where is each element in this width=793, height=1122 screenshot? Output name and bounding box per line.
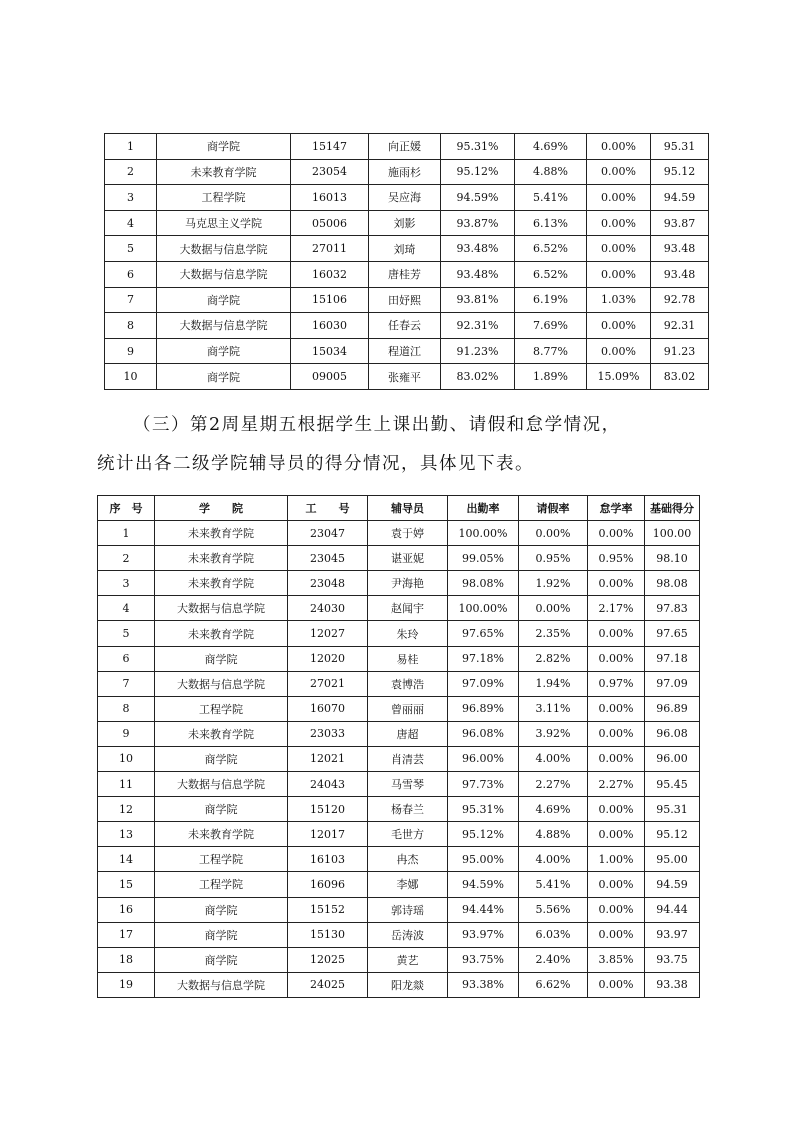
- cell-base-score: 97.09: [645, 671, 700, 696]
- cell-leave-rate: 2.27%: [519, 772, 588, 797]
- cell-base-score: 98.08: [645, 571, 700, 596]
- cell-attendance-rate: 95.00%: [448, 847, 519, 872]
- cell-truancy-rate: 15.09%: [587, 364, 651, 390]
- cell-counselor: 朱玲: [368, 621, 448, 646]
- cell-counselor: 刘影: [369, 210, 441, 236]
- cell-base-score: 83.02: [651, 364, 709, 390]
- cell-truancy-rate: 0.00%: [587, 236, 651, 262]
- cell-leave-rate: 1.89%: [515, 364, 587, 390]
- cell-attendance-rate: 96.08%: [448, 721, 519, 746]
- cell-base-score: 97.83: [645, 596, 700, 621]
- cell-attendance-rate: 95.12%: [441, 159, 515, 185]
- cell-counselor: 曾丽丽: [368, 696, 448, 721]
- cell-truancy-rate: 0.00%: [587, 134, 651, 160]
- cell-truancy-rate: 0.00%: [588, 521, 645, 546]
- cell-index: 13: [98, 822, 155, 847]
- cell-leave-rate: 0.00%: [519, 596, 588, 621]
- cell-index: 10: [98, 746, 155, 771]
- cell-leave-rate: 4.88%: [515, 159, 587, 185]
- cell-index: 17: [98, 922, 155, 947]
- header-attendance-rate: 出勤率: [448, 496, 519, 521]
- table-row: [98, 897, 700, 922]
- cell-truancy-rate: 0.00%: [587, 185, 651, 211]
- cell-base-score: 94.59: [645, 872, 700, 897]
- cell-leave-rate: 4.69%: [515, 134, 587, 160]
- cell-counselor: 易桂: [368, 646, 448, 671]
- table-row: [105, 261, 709, 287]
- cell-college: 商学院: [155, 897, 288, 922]
- section-paragraph-line-2: 统计出各二级学院辅导员的得分情况，具体见下表。: [97, 454, 534, 474]
- cell-counselor: 向正媛: [369, 134, 441, 160]
- cell-attendance-rate: 97.18%: [448, 646, 519, 671]
- cell-leave-rate: 2.40%: [519, 947, 588, 972]
- cell-index: 1: [98, 521, 155, 546]
- cell-truancy-rate: 2.17%: [588, 596, 645, 621]
- cell-index: 12: [98, 797, 155, 822]
- cell-attendance-rate: 95.31%: [441, 134, 515, 160]
- cell-truancy-rate: 0.00%: [588, 797, 645, 822]
- table-row: [98, 721, 700, 746]
- cell-college: 未来教育学院: [155, 721, 288, 746]
- cell-counselor: 谌亚妮: [368, 546, 448, 571]
- cell-truancy-rate: 1.00%: [588, 847, 645, 872]
- cell-base-score: 93.38: [645, 972, 700, 997]
- cell-counselor: 张雍平: [369, 364, 441, 390]
- table-row: [98, 847, 700, 872]
- cell-attendance-rate: 96.00%: [448, 746, 519, 771]
- cell-attendance-rate: 97.65%: [448, 621, 519, 646]
- cell-leave-rate: 5.56%: [519, 897, 588, 922]
- cell-staff-id: 16070: [288, 696, 368, 721]
- cell-truancy-rate: 0.00%: [588, 646, 645, 671]
- counselor-score-table: [97, 495, 700, 998]
- cell-staff-id: 12025: [288, 947, 368, 972]
- cell-base-score: 94.44: [645, 897, 700, 922]
- cell-truancy-rate: 0.95%: [588, 546, 645, 571]
- cell-base-score: 100.00: [645, 521, 700, 546]
- cell-leave-rate: 6.62%: [519, 972, 588, 997]
- cell-college: 大数据与信息学院: [157, 236, 291, 262]
- cell-base-score: 92.31: [651, 313, 709, 339]
- table-header-row: [98, 496, 700, 521]
- cell-staff-id: 16103: [288, 847, 368, 872]
- cell-truancy-rate: 0.00%: [588, 897, 645, 922]
- cell-college: 大数据与信息学院: [157, 313, 291, 339]
- cell-truancy-rate: 0.00%: [587, 159, 651, 185]
- cell-college: 工程学院: [155, 872, 288, 897]
- cell-staff-id: 16032: [291, 261, 369, 287]
- cell-attendance-rate: 93.48%: [441, 236, 515, 262]
- table-row: [98, 972, 700, 997]
- cell-base-score: 97.65: [645, 621, 700, 646]
- cell-index: 3: [98, 571, 155, 596]
- cell-truancy-rate: 0.00%: [587, 210, 651, 236]
- cell-leave-rate: 1.94%: [519, 671, 588, 696]
- cell-college: 商学院: [157, 364, 291, 390]
- cell-attendance-rate: 94.59%: [441, 185, 515, 211]
- table-row: [105, 287, 709, 313]
- cell-attendance-rate: 96.89%: [448, 696, 519, 721]
- header-base-score: 基础得分: [645, 496, 700, 521]
- cell-base-score: 95.31: [651, 134, 709, 160]
- cell-counselor: 马雪琴: [368, 772, 448, 797]
- cell-base-score: 95.00: [645, 847, 700, 872]
- cell-staff-id: 15130: [288, 922, 368, 947]
- section-paragraph-line-1: （三）第2周星期五根据学生上课出勤、请假和怠学情况，: [133, 415, 621, 435]
- top-score-table: [104, 133, 709, 390]
- cell-leave-rate: 4.69%: [519, 797, 588, 822]
- cell-leave-rate: 8.77%: [515, 338, 587, 364]
- cell-counselor: 赵闻宇: [368, 596, 448, 621]
- cell-counselor: 尹海艳: [368, 571, 448, 596]
- cell-base-score: 95.12: [651, 159, 709, 185]
- cell-staff-id: 09005: [291, 364, 369, 390]
- cell-college: 工程学院: [155, 696, 288, 721]
- cell-leave-rate: 5.41%: [515, 185, 587, 211]
- cell-base-score: 98.10: [645, 546, 700, 571]
- cell-leave-rate: 4.88%: [519, 822, 588, 847]
- cell-staff-id: 15034: [291, 338, 369, 364]
- cell-leave-rate: 6.19%: [515, 287, 587, 313]
- cell-index: 15: [98, 872, 155, 897]
- cell-college: 商学院: [155, 646, 288, 671]
- cell-counselor: 冉杰: [368, 847, 448, 872]
- cell-attendance-rate: 93.75%: [448, 947, 519, 972]
- cell-attendance-rate: 100.00%: [448, 521, 519, 546]
- table-row: [98, 646, 700, 671]
- table-row: [98, 872, 700, 897]
- cell-staff-id: 16013: [291, 185, 369, 211]
- cell-college: 商学院: [157, 287, 291, 313]
- table-row: [98, 746, 700, 771]
- cell-index: 14: [98, 847, 155, 872]
- cell-attendance-rate: 94.44%: [448, 897, 519, 922]
- table-row: [105, 313, 709, 339]
- cell-base-score: 93.48: [651, 236, 709, 262]
- cell-counselor: 黄艺: [368, 947, 448, 972]
- cell-college: 未来教育学院: [155, 571, 288, 596]
- cell-base-score: 96.08: [645, 721, 700, 746]
- cell-leave-rate: 6.03%: [519, 922, 588, 947]
- cell-college: 工程学院: [155, 847, 288, 872]
- cell-attendance-rate: 97.09%: [448, 671, 519, 696]
- cell-leave-rate: 0.00%: [519, 521, 588, 546]
- cell-staff-id: 27021: [288, 671, 368, 696]
- cell-index: 8: [98, 696, 155, 721]
- cell-staff-id: 15147: [291, 134, 369, 160]
- cell-counselor: 田妤熙: [369, 287, 441, 313]
- cell-leave-rate: 4.00%: [519, 746, 588, 771]
- cell-attendance-rate: 95.31%: [448, 797, 519, 822]
- cell-leave-rate: 3.11%: [519, 696, 588, 721]
- cell-staff-id: 16030: [291, 313, 369, 339]
- cell-college: 马克思主义学院: [157, 210, 291, 236]
- cell-leave-rate: 5.41%: [519, 872, 588, 897]
- cell-staff-id: 05006: [291, 210, 369, 236]
- cell-counselor: 任春云: [369, 313, 441, 339]
- cell-staff-id: 23048: [288, 571, 368, 596]
- cell-college: 商学院: [157, 338, 291, 364]
- cell-base-score: 95.31: [645, 797, 700, 822]
- cell-truancy-rate: 0.97%: [588, 671, 645, 696]
- cell-index: 6: [98, 646, 155, 671]
- cell-base-score: 93.97: [645, 922, 700, 947]
- cell-counselor: 阳龙燚: [368, 972, 448, 997]
- cell-counselor: 刘琦: [369, 236, 441, 262]
- cell-leave-rate: 6.13%: [515, 210, 587, 236]
- cell-leave-rate: 2.35%: [519, 621, 588, 646]
- table-row: [105, 338, 709, 364]
- cell-counselor: 唐超: [368, 721, 448, 746]
- cell-counselor: 毛世方: [368, 822, 448, 847]
- table-row: [105, 185, 709, 211]
- cell-index: 18: [98, 947, 155, 972]
- cell-college: 商学院: [155, 922, 288, 947]
- cell-staff-id: 23047: [288, 521, 368, 546]
- cell-index: 5: [105, 236, 157, 262]
- cell-index: 2: [105, 159, 157, 185]
- cell-base-score: 93.75: [645, 947, 700, 972]
- table-row: [98, 696, 700, 721]
- cell-staff-id: 27011: [291, 236, 369, 262]
- cell-staff-id: 15120: [288, 797, 368, 822]
- cell-index: 8: [105, 313, 157, 339]
- cell-leave-rate: 3.92%: [519, 721, 588, 746]
- cell-base-score: 95.45: [645, 772, 700, 797]
- cell-attendance-rate: 97.73%: [448, 772, 519, 797]
- header-truancy-rate: 怠学率: [588, 496, 645, 521]
- cell-truancy-rate: 1.03%: [587, 287, 651, 313]
- table-row: [98, 571, 700, 596]
- cell-index: 9: [105, 338, 157, 364]
- table-row: [98, 822, 700, 847]
- cell-college: 未来教育学院: [155, 546, 288, 571]
- cell-truancy-rate: 0.00%: [588, 621, 645, 646]
- cell-index: 3: [105, 185, 157, 211]
- cell-index: 16: [98, 897, 155, 922]
- cell-college: 商学院: [155, 797, 288, 822]
- cell-counselor: 郭诗瑶: [368, 897, 448, 922]
- table-row: [98, 621, 700, 646]
- cell-counselor: 程道江: [369, 338, 441, 364]
- cell-leave-rate: 4.00%: [519, 847, 588, 872]
- table-row: [98, 947, 700, 972]
- cell-college: 商学院: [155, 746, 288, 771]
- cell-attendance-rate: 93.97%: [448, 922, 519, 947]
- cell-college: 大数据与信息学院: [155, 671, 288, 696]
- cell-counselor: 唐桂芳: [369, 261, 441, 287]
- cell-index: 7: [105, 287, 157, 313]
- cell-attendance-rate: 93.87%: [441, 210, 515, 236]
- cell-leave-rate: 1.92%: [519, 571, 588, 596]
- cell-truancy-rate: 0.00%: [588, 721, 645, 746]
- cell-index: 1: [105, 134, 157, 160]
- cell-leave-rate: 7.69%: [515, 313, 587, 339]
- cell-attendance-rate: 98.08%: [448, 571, 519, 596]
- header-staff-id: 工 号: [288, 496, 368, 521]
- cell-base-score: 95.12: [645, 822, 700, 847]
- cell-staff-id: 16096: [288, 872, 368, 897]
- cell-truancy-rate: 0.00%: [587, 313, 651, 339]
- cell-leave-rate: 0.95%: [519, 546, 588, 571]
- cell-truancy-rate: 0.00%: [588, 696, 645, 721]
- cell-staff-id: 23054: [291, 159, 369, 185]
- header-index: 序 号: [98, 496, 155, 521]
- table-row: [105, 236, 709, 262]
- cell-truancy-rate: 2.27%: [588, 772, 645, 797]
- cell-staff-id: 24025: [288, 972, 368, 997]
- cell-leave-rate: 2.82%: [519, 646, 588, 671]
- cell-index: 7: [98, 671, 155, 696]
- cell-index: 11: [98, 772, 155, 797]
- header-leave-rate: 请假率: [519, 496, 588, 521]
- cell-attendance-rate: 94.59%: [448, 872, 519, 897]
- cell-leave-rate: 6.52%: [515, 236, 587, 262]
- table-row: [98, 521, 700, 546]
- cell-attendance-rate: 93.48%: [441, 261, 515, 287]
- cell-counselor: 施雨杉: [369, 159, 441, 185]
- cell-staff-id: 24030: [288, 596, 368, 621]
- cell-counselor: 杨春兰: [368, 797, 448, 822]
- cell-truancy-rate: 0.00%: [588, 571, 645, 596]
- cell-staff-id: 12017: [288, 822, 368, 847]
- cell-attendance-rate: 100.00%: [448, 596, 519, 621]
- cell-index: 10: [105, 364, 157, 390]
- cell-attendance-rate: 92.31%: [441, 313, 515, 339]
- cell-attendance-rate: 83.02%: [441, 364, 515, 390]
- cell-counselor: 袁于婷: [368, 521, 448, 546]
- cell-college: 工程学院: [157, 185, 291, 211]
- cell-staff-id: 15152: [288, 897, 368, 922]
- cell-staff-id: 23033: [288, 721, 368, 746]
- cell-college: 商学院: [157, 134, 291, 160]
- cell-truancy-rate: 0.00%: [587, 338, 651, 364]
- cell-base-score: 96.89: [645, 696, 700, 721]
- cell-index: 9: [98, 721, 155, 746]
- cell-index: 5: [98, 621, 155, 646]
- table-row: [98, 797, 700, 822]
- cell-base-score: 91.23: [651, 338, 709, 364]
- cell-counselor: 肖清芸: [368, 746, 448, 771]
- cell-base-score: 96.00: [645, 746, 700, 771]
- top-table-body: [105, 134, 709, 390]
- cell-truancy-rate: 0.00%: [588, 922, 645, 947]
- cell-counselor: 袁博浩: [368, 671, 448, 696]
- header-counselor: 辅导员: [368, 496, 448, 521]
- cell-base-score: 97.18: [645, 646, 700, 671]
- cell-college: 未来教育学院: [155, 521, 288, 546]
- cell-attendance-rate: 93.38%: [448, 972, 519, 997]
- main-table-body: [98, 521, 700, 998]
- cell-attendance-rate: 93.81%: [441, 287, 515, 313]
- table-row: [105, 134, 709, 160]
- cell-attendance-rate: 99.05%: [448, 546, 519, 571]
- cell-staff-id: 23045: [288, 546, 368, 571]
- cell-college: 大数据与信息学院: [155, 772, 288, 797]
- cell-college: 大数据与信息学院: [155, 596, 288, 621]
- cell-base-score: 92.78: [651, 287, 709, 313]
- cell-base-score: 93.87: [651, 210, 709, 236]
- cell-staff-id: 12027: [288, 621, 368, 646]
- cell-base-score: 94.59: [651, 185, 709, 211]
- table-row: [98, 596, 700, 621]
- cell-staff-id: 12020: [288, 646, 368, 671]
- cell-index: 6: [105, 261, 157, 287]
- cell-counselor: 吴应海: [369, 185, 441, 211]
- cell-truancy-rate: 3.85%: [588, 947, 645, 972]
- table-row: [98, 922, 700, 947]
- table-row: [98, 546, 700, 571]
- header-college: 学 院: [155, 496, 288, 521]
- cell-truancy-rate: 0.00%: [587, 261, 651, 287]
- cell-counselor: 岳涛波: [368, 922, 448, 947]
- cell-truancy-rate: 0.00%: [588, 746, 645, 771]
- cell-college: 商学院: [155, 947, 288, 972]
- cell-counselor: 李娜: [368, 872, 448, 897]
- cell-staff-id: 12021: [288, 746, 368, 771]
- cell-college: 大数据与信息学院: [157, 261, 291, 287]
- cell-truancy-rate: 0.00%: [588, 822, 645, 847]
- cell-index: 4: [98, 596, 155, 621]
- cell-staff-id: 15106: [291, 287, 369, 313]
- cell-college: 未来教育学院: [155, 621, 288, 646]
- table-row: [105, 364, 709, 390]
- cell-index: 4: [105, 210, 157, 236]
- cell-truancy-rate: 0.00%: [588, 872, 645, 897]
- cell-college: 未来教育学院: [155, 822, 288, 847]
- cell-leave-rate: 6.52%: [515, 261, 587, 287]
- cell-college: 未来教育学院: [157, 159, 291, 185]
- cell-base-score: 93.48: [651, 261, 709, 287]
- cell-truancy-rate: 0.00%: [588, 972, 645, 997]
- cell-college: 大数据与信息学院: [155, 972, 288, 997]
- cell-staff-id: 24043: [288, 772, 368, 797]
- cell-attendance-rate: 95.12%: [448, 822, 519, 847]
- cell-index: 2: [98, 546, 155, 571]
- table-row: [105, 159, 709, 185]
- table-row: [98, 671, 700, 696]
- table-row: [105, 210, 709, 236]
- cell-attendance-rate: 91.23%: [441, 338, 515, 364]
- table-row: [98, 772, 700, 797]
- cell-index: 19: [98, 972, 155, 997]
